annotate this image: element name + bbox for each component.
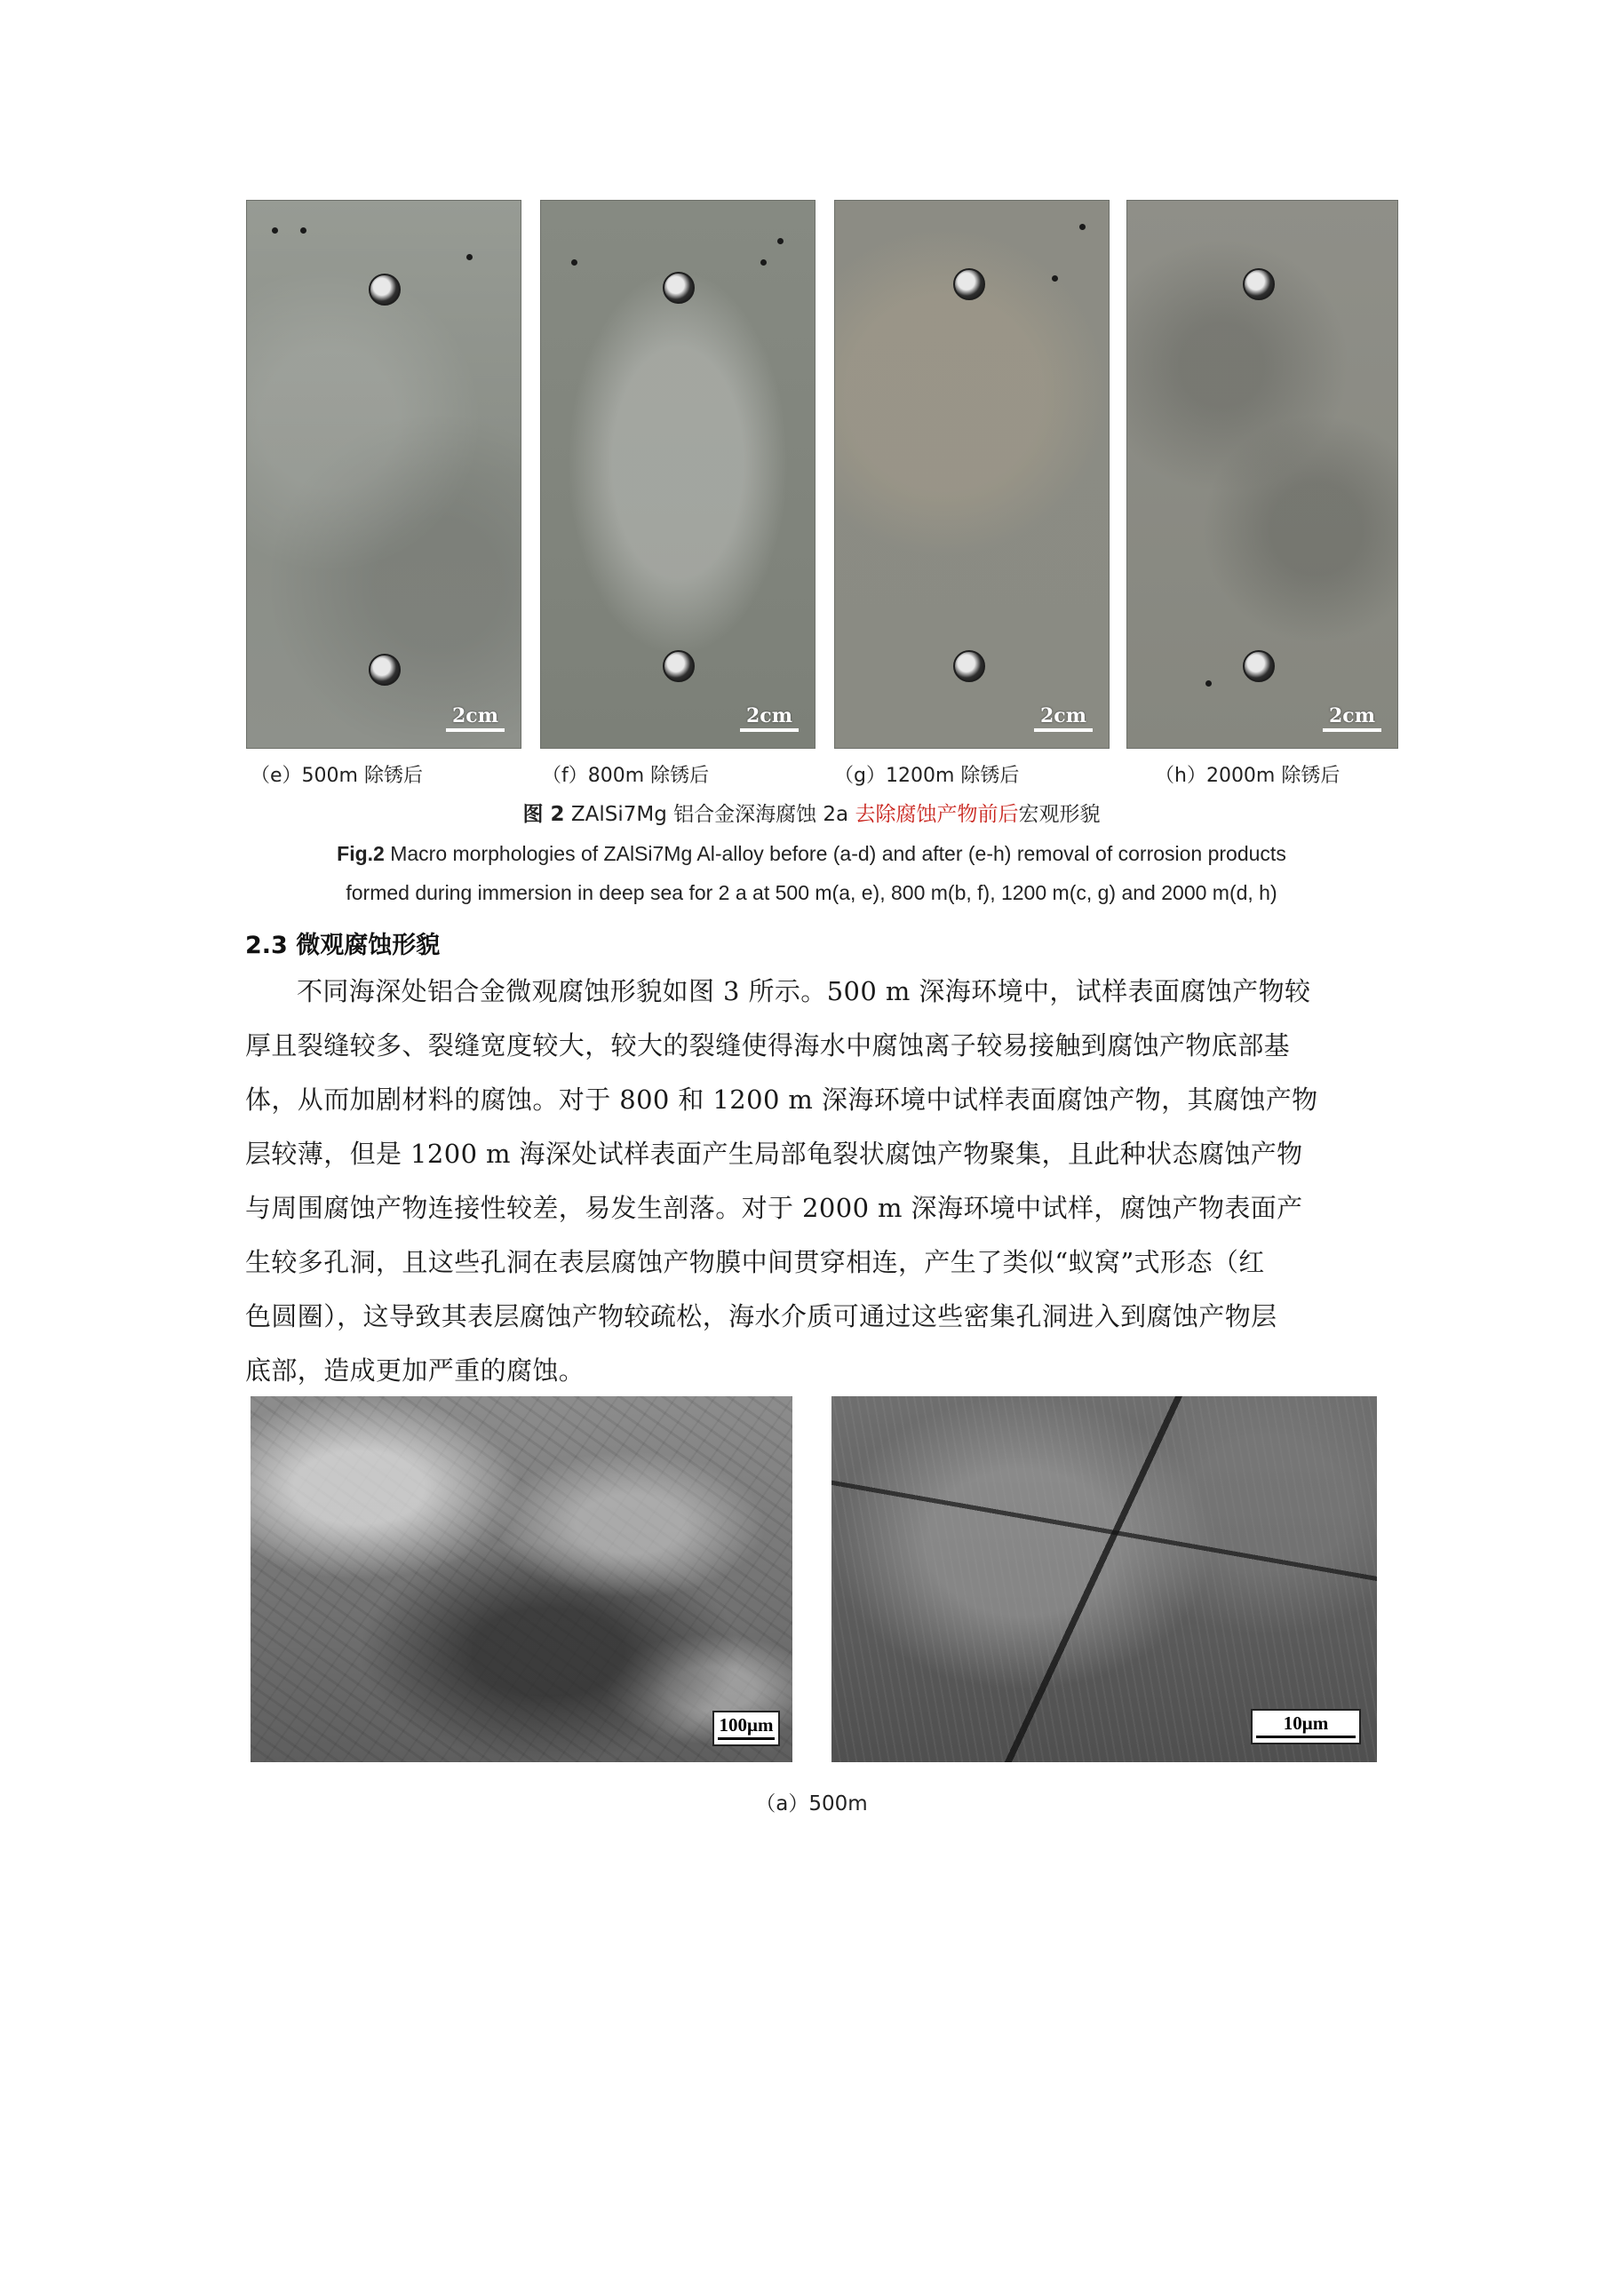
plate-photo-800m [540,200,815,749]
hole-mark [777,238,784,244]
scale-label: 2cm [1329,704,1375,727]
mount-hole-top [953,268,985,300]
plate-caption-h: （h）2000m 除锈后 [1155,765,1341,787]
plate-photo-2000m [1126,200,1398,749]
mount-hole-top [369,274,401,306]
scale-label: 2cm [1040,704,1086,727]
hole-mark [1052,275,1058,282]
scale-bar [1323,705,1381,735]
hole-mark [1205,680,1212,687]
mount-hole-top [663,272,695,304]
mount-hole-top [1243,268,1275,300]
paragraph-line: 厚且裂缝较多、裂缝宽度较大，较大的裂缝使得海水中腐蚀离子较易接触到腐蚀产物底部基 [245,1030,1291,1061]
scale-bar [1034,705,1093,735]
sem-scale-bar [1251,1709,1361,1744]
paragraph-line: 色圆圈），这导致其表层腐蚀产物较疏松，海水介质可通过这些密集孔洞进入到腐蚀产物层 [245,1301,1277,1331]
scale-label: 2cm [746,704,792,727]
mount-hole-bottom [369,654,401,686]
sem-scale-label: 10μm [1283,1712,1329,1734]
section-heading: 2.3 微观腐蚀形貌 [245,932,441,959]
hole-mark [466,254,473,260]
paragraph-line: 层较薄，但是 1200 m 海深处试样表面产生局部龟裂状腐蚀产物聚集，且此种状态腐蚀产物 [245,1139,1303,1169]
hole-mark [1079,224,1086,230]
paragraph-line: 不同海深处铝合金微观腐蚀形貌如图 3 所示。500 m 深海环境中，试样表面腐蚀产物较 [297,976,1311,1006]
figure-caption-cn-text: ZAlSi7Mg 铝合金深海腐蚀 2a [564,803,855,826]
scale-bar [740,705,799,735]
sem-scale-bar [712,1711,780,1746]
plate-caption-g: （g）1200m 除锈后 [834,765,1020,787]
paragraph-line: 底部，造成更加严重的腐蚀。 [245,1355,585,1386]
plate-photo-500m [246,200,521,749]
figure3-subcaption: （a）500m [755,1792,868,1815]
sem-scale-label: 100μm [719,1714,774,1736]
mount-hole-bottom [953,650,985,682]
plate-caption-e: （e）500m 除锈后 [251,765,423,787]
paragraph-line: 体，从而加剧材料的腐蚀。对于 800 和 1200 m 深海环境中试样表面腐蚀产物，其腐蚀产物 [245,1084,1318,1115]
figure-label-cn: 图 2 [522,803,565,826]
figure-caption-cn-highlight: 去除腐蚀产物前后 [855,803,1019,826]
sem-image-low-magnification [251,1396,792,1762]
paragraph-line: 与周围腐蚀产物连接性较差，易发生剖落。对于 2000 m 深海环境中试样，腐蚀产物表面产 [245,1193,1303,1223]
figure-caption-cn-tail: 宏观形貌 [1018,803,1101,826]
sem-image-high-magnification [831,1396,1377,1762]
plate-caption-f: （f）800m 除锈后 [542,765,710,787]
mount-hole-bottom [1243,650,1275,682]
scale-label: 2cm [452,704,498,727]
figure-caption-cn [0,798,1623,827]
hole-mark [760,259,767,266]
figure-caption-en-line1: Fig.2 Macro morphologies of ZAlSi7Mg Al-alloy before (a-d) and after (e-h) removal of corrosion products [337,842,1286,865]
hole-mark [300,227,306,234]
hole-mark [571,259,577,266]
paragraph-line: 生较多孔洞，且这些孔洞在表层腐蚀产物膜中间贯穿相连，产生了类似“蚁窝”式形态（红 [245,1247,1265,1277]
figure-label-en: Fig.2 [337,842,385,865]
scale-bar [446,705,505,735]
hole-mark [272,227,278,234]
plate-photo-1200m [834,200,1110,749]
mount-hole-bottom [663,650,695,682]
figure-caption-en-line2: formed during immersion in deep sea for 2 a at 500 m(a, e), 800 m(b, f), 1200 m(c, g) and 2000 m(d, h) [346,881,1277,904]
